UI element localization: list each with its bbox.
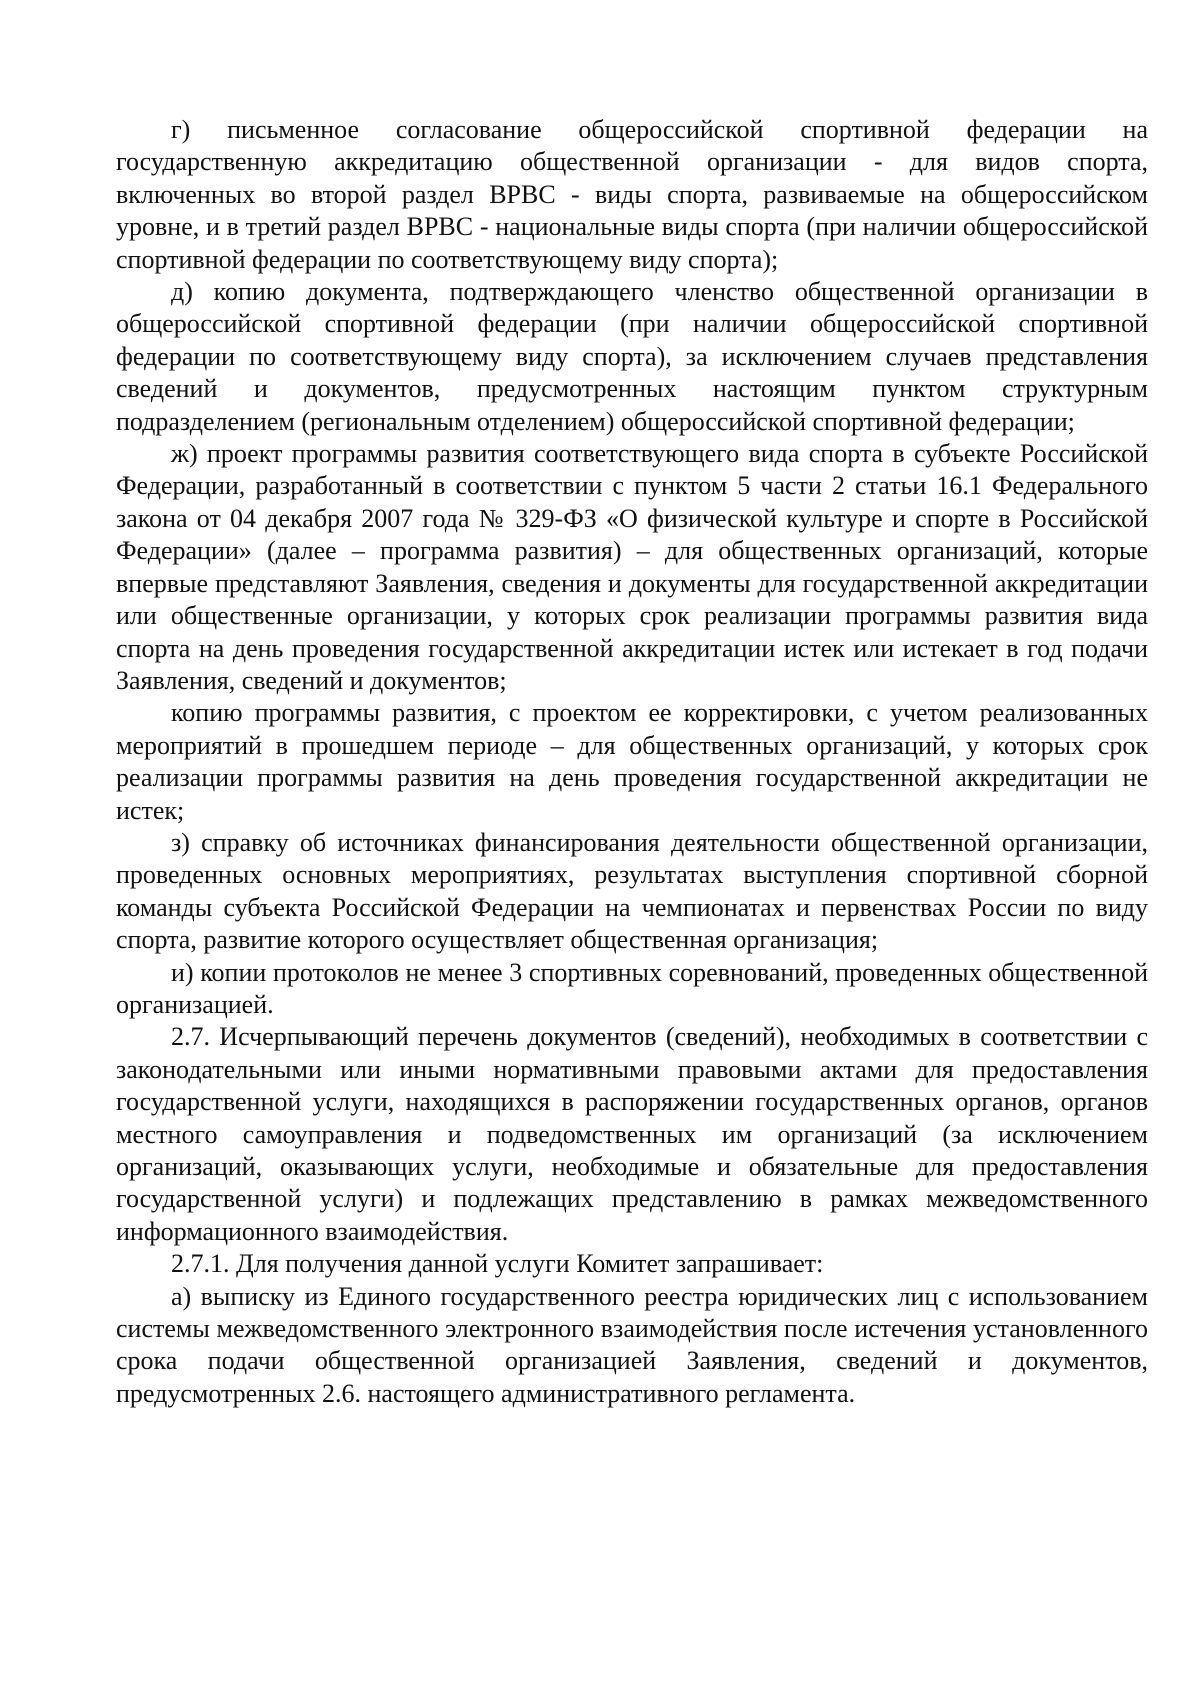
paragraph-d-membership-document: д) копию документа, подтверждающего членство общественной организации в общероссийской спортивной федерации (при наличии общероссийской спортивной федерации по соответствующему виду спорта), за исключением случаев представления сведений и документов, предусмотренных настоящим пунктом структурным подразделением (региональным отделением) общероссийской спортивной федерации;: [116, 277, 1148, 436]
paragraph-i-competition-protocols: и) копии протоколов не менее 3 спортивных соревнований, проведенных общественной организацией.: [116, 957, 1148, 1019]
paragraph-zh-development-program-draft: ж) проект программы развития соответствующего вида спорта в субъекте Российской Федерации, разработанный в соответствии с пунктом 5 части 2 статьи 16.1 Федерального закона от 04 декабря 2007 года № 329-ФЗ «О физической культуре и спорте в Российской Федерации» (далее – программа развития) – для общественных организаций, которые впервые представляют Заявления, сведения и документы для государственной аккредитации или общественные организации, у которых срок реализации программы развития вида спорта на день проведения государственной аккредитации истек или истекает в год подачи Заявления, сведений и документов;: [116, 439, 1148, 695]
document-body: [116, 114, 1148, 1410]
paragraph-2-7-1-committee-requests: 2.7.1. Для получения данной услуги Комитет запрашивает:: [171, 1249, 824, 1279]
paragraph-development-program-copy: копию программы развития, с проектом ее корректировки, с учетом реализованных мероприятий в прошедшем периоде – для общественных организаций, у которых срок реализации программы развития на день проведения государственной аккредитации не истек;: [116, 698, 1148, 825]
paragraph-z-financing-statement: з) справку об источниках финансирования деятельности общественной организации, проведенных основных мероприятиях, результатах выступления спортивной сборной команды субъекта Российской Федерации на чемпионатах и первенствах России по виду спорта, развитие которого осуществляет общественная организация;: [116, 827, 1148, 955]
paragraph-2-7-documents-list: 2.7. Исчерпывающий перечень документов (сведений), необходимых в соответствии с законодательными или иными нормативными правовыми актами для предоставления государственной услуги, находящихся в распоряжении государственных органов, органов местного самоуправления и подведомственных им организаций (за исключением организаций, оказывающих услуги, необходимые и обязательные для предоставления государственной услуги) и подлежащих представлению в рамках межведомственного информационного взаимодействия.: [116, 1022, 1148, 1246]
paragraph-a-registry-extract: а) выписку из Единого государственного реестра юридических лиц с использованием системы межведомственного электронного взаимодействия после истечения установленного срока подачи общественной организацией Заявления, сведений и документов, предусмотренных 2.6. настоящего административного регламента.: [116, 1281, 1148, 1408]
paragraph-g-federation-approval: г) письменное согласование общероссийской спортивной федерации на государственную аккредитацию общественной организации - для видов спорта, включенных во второй раздел ВРВС - виды спорта, развиваемые на общероссийском уровне, и в третий раздел ВРВС - национальные виды спорта (при наличии общероссийской спортивной федерации по соответствующему виду спорта);: [116, 115, 1148, 274]
